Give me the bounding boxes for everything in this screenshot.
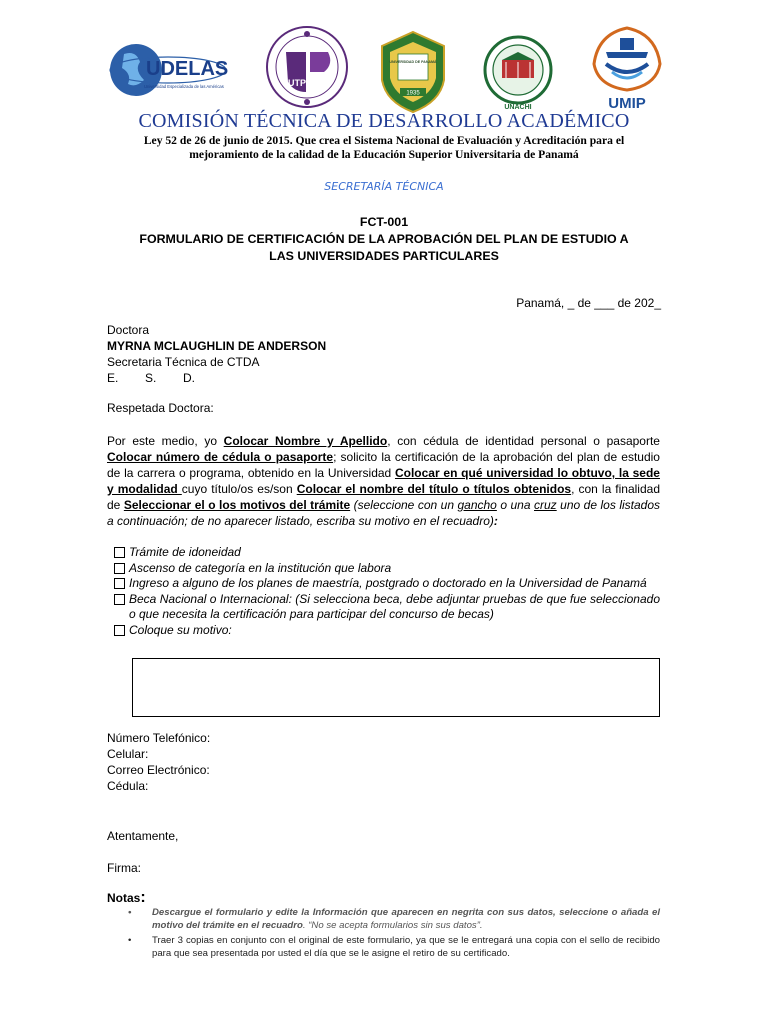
- udelas-wordmark: UDELAS: [146, 58, 229, 80]
- recipient-title: Doctora: [107, 323, 150, 337]
- para-text: (seleccione con un: [350, 498, 458, 512]
- id-label: Cédula:: [107, 779, 149, 793]
- utp-wordmark: UTP: [288, 78, 306, 88]
- checkbox[interactable]: [114, 547, 125, 558]
- notes-list: [126, 906, 660, 962]
- option-label: Coloque su motivo:: [129, 622, 232, 637]
- option-ingreso-posgrado[interactable]: [114, 576, 660, 592]
- field-id-number[interactable]: Colocar número de cédula o pasaporte: [107, 450, 334, 464]
- form-code: FCT-001: [359, 215, 409, 229]
- custom-reason-box[interactable]: [132, 658, 660, 717]
- up-wordmark: UNIVERSIDAD DE PANAMÁ: [389, 60, 437, 64]
- recipient-esd: E. S. D.: [107, 371, 196, 385]
- notes-title: [107, 889, 146, 907]
- reason-options: [114, 545, 660, 638]
- para-text: gancho: [457, 498, 497, 512]
- cell-label: Celular:: [107, 747, 149, 761]
- checkbox[interactable]: [114, 594, 125, 605]
- note-text: . “No se acepta formularios sin sus datos”.: [302, 920, 483, 931]
- recipient-block: [107, 322, 660, 386]
- field-degree-title[interactable]: Colocar el nombre del título o títulos obtenidos: [296, 482, 572, 496]
- up-logo: [376, 30, 450, 114]
- checkbox[interactable]: [114, 563, 125, 574]
- law-line-1: Ley 52 de 26 de junio de 2015. Que crea el Sistema Nacional de Evaluación y Acreditación para el: [143, 134, 625, 147]
- contact-block: [107, 730, 660, 794]
- law-reference: [110, 134, 658, 162]
- para-text: cuyo título/os es/son: [181, 482, 297, 496]
- checkbox[interactable]: [114, 625, 125, 636]
- option-ascenso[interactable]: [114, 561, 660, 577]
- umip-wordmark: UMIP: [608, 95, 646, 112]
- law-line-2: mejoramiento de la calidad de la Educación Superior Universitaria de Panamá: [189, 148, 579, 161]
- para-text: uno de los listados a continuación; de no aparecer listado, escriba su motivo en el recuadro): [107, 498, 661, 528]
- para-text: Por este medio, yo: [107, 434, 224, 448]
- form-title-line-2: LAS UNIVERSIDADES PARTICULARES: [269, 249, 499, 263]
- udelas-logo: [106, 40, 230, 100]
- notes-title-text: Notas: [107, 891, 141, 905]
- option-label: Trámite de idoneidad: [129, 545, 241, 559]
- form-title-line-1: FORMULARIO DE CERTIFICACIÓN DE LA APROBACIÓN DEL PLAN DE ESTUDIO A: [139, 232, 629, 246]
- field-university[interactable]: Colocar en qué universidad lo obtuvo, la sede y modalidad: [107, 466, 660, 496]
- utp-logo: [264, 22, 350, 112]
- option-beca[interactable]: [114, 592, 660, 623]
- field-reason[interactable]: Seleccionar el o los motivos del trámite: [123, 498, 351, 512]
- para-text: cruz: [534, 498, 557, 512]
- secretaria-tecnica: SECRETARÍA TÉCNICA: [324, 180, 444, 193]
- recipient-name: MYRNA MCLAUGHLIN DE ANDERSON: [107, 339, 327, 353]
- option-label: Ingreso a alguno de los planes de maestría, postgrado o doctorado en la Universidad de Panamá: [129, 576, 647, 590]
- phone-label: Número Telefónico:: [107, 731, 211, 745]
- notes-colon: :: [140, 889, 146, 906]
- date-line[interactable]: Panamá, _ de ___ de 202_: [516, 296, 661, 310]
- closing-regards: Atentamente,: [107, 829, 179, 843]
- para-text: :: [493, 514, 498, 528]
- note-text: Descargue el formulario y edite la Información que aparecen en negrita con sus datos, seleccione o añada el motivo del trámite en el recuadro: [152, 907, 660, 931]
- unachi-wordmark: UNACHI: [504, 104, 532, 111]
- checkbox[interactable]: [114, 578, 125, 589]
- para-text: o una: [496, 498, 535, 512]
- unachi-logo: [482, 32, 554, 112]
- request-paragraph: [107, 433, 660, 529]
- form-heading: [100, 214, 668, 265]
- salutation: Respetada Doctora:: [107, 401, 214, 415]
- option-idoneidad[interactable]: [114, 545, 660, 561]
- para-text: ; solicito la certificación de la aprobación del plan de estudio de la carrera o programa, obtenido en la Universidad: [107, 450, 660, 480]
- udelas-subtitle: Universidad Especializada de las Américas: [144, 84, 224, 89]
- para-text: , con cédula de identidad personal o pasaporte: [387, 434, 660, 448]
- option-label: Ascenso de categoría en la institución que labora: [129, 560, 392, 575]
- note-item: [126, 934, 660, 960]
- signature-label: Firma:: [107, 861, 141, 875]
- bullet-icon: •: [128, 907, 132, 918]
- field-full-name[interactable]: Colocar Nombre y Apellido: [223, 434, 388, 448]
- bullet-icon: •: [128, 935, 132, 946]
- recipient-role: Secretaria Técnica de CTDA: [107, 355, 260, 369]
- para-text: , con la finalidad de: [107, 482, 660, 512]
- note-text: Traer 3 copias en conjunto con el original de este formulario, ya que se le entregará una copia con el sello de recibido para que sea presentada por usted el día que se le asigne el retiro de su certificado.: [152, 935, 660, 959]
- option-label: Beca Nacional o Internacional: (Si selecciona beca, debe adjuntar pruebas de que fue seleccionado o que necesita la certificación para participar del concurso de becas): [129, 591, 660, 621]
- umip-logo: [590, 24, 664, 112]
- commission-title: COMISIÓN TÉCNICA DE DESARROLLO ACADÉMICO: [138, 110, 630, 132]
- logos-row: [104, 22, 664, 114]
- note-item: [126, 906, 660, 932]
- option-otro-motivo[interactable]: [114, 623, 660, 639]
- email-label: Correo Electrónico:: [107, 763, 210, 777]
- up-year: 1935: [406, 90, 420, 97]
